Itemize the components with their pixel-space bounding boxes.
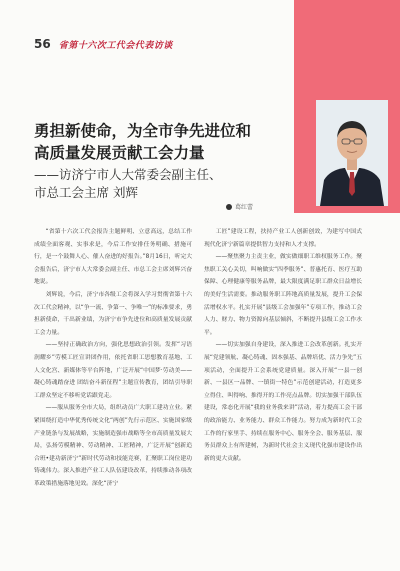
right-column (204, 226, 362, 465)
article-title (34, 120, 254, 164)
right-paragraph-3: ——切实加强自身建设，深入推进工会改革创新。扎实开展“党建领航、凝心铸魂、固本强基、品牌培优、活力争先”五项活动，全面提升工会系统党建质量。深入开展“一县一创新、一县区一品牌、一镇街一特色”示范创建活动，打造更多立得住、叫得响、推得开的工作亮点品牌。切实加强干部队伍建设，常态化开展“我的业务我来讲”活动，着力提高工会干部的政治能力、业务能力、群众工作能力。努力成为新时代工会工作的行家里手、持续在服务中心、服务全会、服务基层、服务员群众上有所建树，为新时代社会主义现代化强市建设作出新的更大贡献。 (204, 342, 362, 462)
left-column (34, 226, 192, 490)
title-line-2: 高质量发展贡献工会力量 (34, 144, 205, 162)
subtitle-line-1: ——访济宁市人大常委会副主任、 (34, 167, 222, 182)
portrait-photo (316, 100, 388, 206)
left-paragraph-1: “省第十六次工代会报告主题鲜明、立意高远，总结工作成绩全面客观、实事求是，今后工作安排任务明确、措施可行，是一个鼓舞人心、催人奋进的好报告。”8月16日，听完大会报告后，济宁市人大常委会副主任、市总工会主席刘辉兴奋地说。 (34, 229, 192, 286)
subtitle-line-2: 市总工会主席 刘辉 (34, 185, 138, 200)
author-byline (226, 202, 253, 211)
author-name: 葛红蕾 (235, 204, 254, 211)
left-paragraph-4: ——服从服务全市大局，组织动员广大职工建功立业。紧紧围绕打造中华优秀传统文化“两创”先行示范区、实施国家级产业链条与发展战略，实施制造强市战略等全市高质量发展大局，弘扬劳模精神、劳动精神、工匠精神，广泛开展“创新追合班•建功新济宁”新时代劳动和技能竞赛，汇聚职工岗位建功铸魂伟力。深入推进产业工人队伍建设改革，持续推动各项改革政策措施落地见效。深化“济宁 (34, 405, 192, 487)
article-subtitle (34, 166, 274, 202)
author-marker-icon (226, 204, 232, 210)
right-paragraph-2: ——聚焦聚力主责主业，做实做细职工维权服务工作。聚焦职工关心关切，叫响做实“四季服务”、普惠托育、医疗互助保障、心理健康等服务品牌，最大限度满足职工群众日益增长的美好生活需要。推动服务职工阵地高质量发展，提升工会保活增权水平。扎实开展“县级工会加强年”专项工作，推动工会人力、财力、物力资源向基层倾斜，不断提升县级工会工作水平。 (204, 254, 362, 336)
portrait-illustration (316, 100, 388, 206)
left-paragraph-2: 刘辉说，今后，济宁市各级工会将深入学习贯彻省第十六次工代会精神，以“争一流、争第一、争唯一”的标准要求，勇担新使命，干出新业绩，为济宁市争先进位和高质量发展贡献工会力量。 (34, 291, 192, 336)
left-paragraph-3: ——坚持正确政治方向，强化思想政治引领。发挥“习语润耀乡”劳模工匠宣讲团作用，依托省职工思想教育基地、工人文化宫、新媒体等平台阵地，广泛开展“中国梦·劳动美——凝心铸魂踏奋进 团结奋斗新征程”主题宣传教育，团结引导职工群众坚定不移听党话跟党走。 (34, 342, 192, 399)
right-paragraph-1: 工匠”建设工程，扶持产业工人创新创效，为建写中国式现代化济宁新篇章提供智力支持和人才支撑。 (204, 229, 362, 248)
section-title: 省第十六次工代会代表访谈 (58, 40, 173, 51)
page-header (34, 36, 173, 52)
title-line-1: 勇担新使命，为全市争先进位和 (34, 122, 252, 140)
page-number: 56 (34, 37, 51, 51)
